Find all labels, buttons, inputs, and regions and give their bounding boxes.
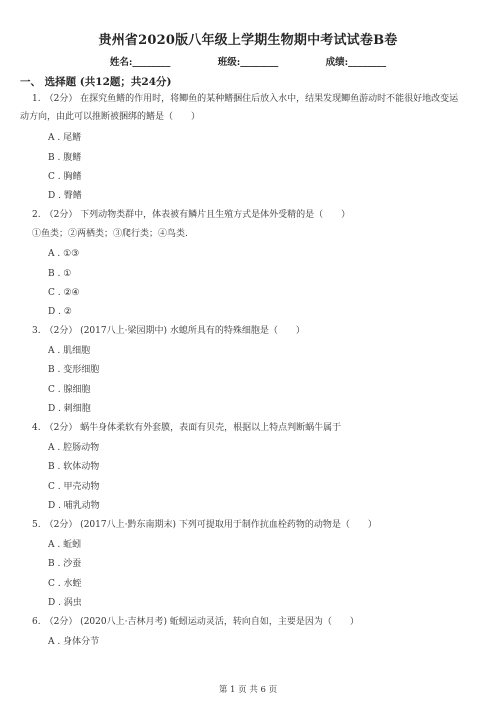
question-3 [32,323,474,340]
option-5a: A . 蚯蚓 [48,540,82,550]
option-4a: A . 腔肠动物 [48,443,100,453]
option-1c: C . 胸鳍 [48,172,82,182]
question-1 [32,91,474,108]
question-number: 2. [32,210,41,220]
question-text: （2分） (2020八上·吉林月考) 蚯蚓运动灵活，转向自如，主要是因为（ ） [44,617,359,627]
question-number: 4. [32,423,41,433]
option-3a: A . 肌细胞 [48,346,91,356]
option-5d: D . 涡虫 [48,598,82,608]
question-2 [32,207,474,224]
option-3b: B . 变形细胞 [48,365,100,375]
question-number: 1. [32,94,41,104]
class-field: 班级:________ [217,57,279,68]
question-text: （2分） (2017八上·黔东南期末) 下列可提取用于制作抗血栓药物的动物是（ ） [44,520,377,530]
section-heading: 一、 选择题 (共12题；共24分) [20,76,172,88]
option-6a: A . 身体分节 [48,637,100,647]
option-1a: A . 尾鳍 [48,133,82,143]
exam-title: 贵州省2020版八年级上学期生物期中考试试卷B卷 [98,33,398,48]
option-1b: B . 腹鳍 [48,153,82,163]
option-3d: D . 刺细胞 [48,404,91,414]
question-number: 6. [32,617,41,627]
name-field: 姓名:________ [109,57,171,68]
question-2-continuation: ①鱼类；②两栖类；③爬行类；④鸟类. [32,229,188,239]
option-2d: D . ② [48,307,72,317]
option-2b: B . ① [48,269,72,279]
question-1-continuation: 动方向，由此可以推断被捆绑的鳍是（ ） [20,112,201,122]
score-field: 成绩:________ [325,57,387,68]
student-info-row [0,54,496,68]
option-5c: C . 水蛭 [48,579,82,589]
question-text: （2分） 蜗牛身体柔软有外套膜，表面有贝壳，根据以上特点判断蜗牛属于 [44,423,342,433]
option-1d: D . 臀鳍 [48,191,82,201]
option-2c: C . ②④ [48,288,80,298]
question-text: （2分） (2017八上·梁园期中) 水螅所具有的特殊细胞是（ ） [44,326,305,336]
question-6 [32,614,474,631]
option-5b: B . 沙蚕 [48,559,82,569]
question-number: 3. [32,326,41,336]
question-text: （2分） 在探究鱼鳍的作用时，将鲫鱼的某种鳍捆住后放入水中，结果发现鲫鱼游动时不能很好地改变运 [44,94,459,104]
question-5 [32,517,474,534]
question-text: （2分） 下列动物类群中，体表被有鳞片且生殖方式是体外受精的是（ ） [44,210,351,220]
question-4 [32,420,474,437]
option-2a: A . ①③ [48,249,80,259]
page-footer: 第 1 页 共 6 页 [218,685,278,695]
question-number: 5. [32,520,41,530]
option-4d: D . 哺乳动物 [48,501,100,511]
option-3c: C . 腺细胞 [48,385,91,395]
option-4c: C . 甲壳动物 [48,482,100,492]
option-4b: B . 软体动物 [48,462,100,472]
